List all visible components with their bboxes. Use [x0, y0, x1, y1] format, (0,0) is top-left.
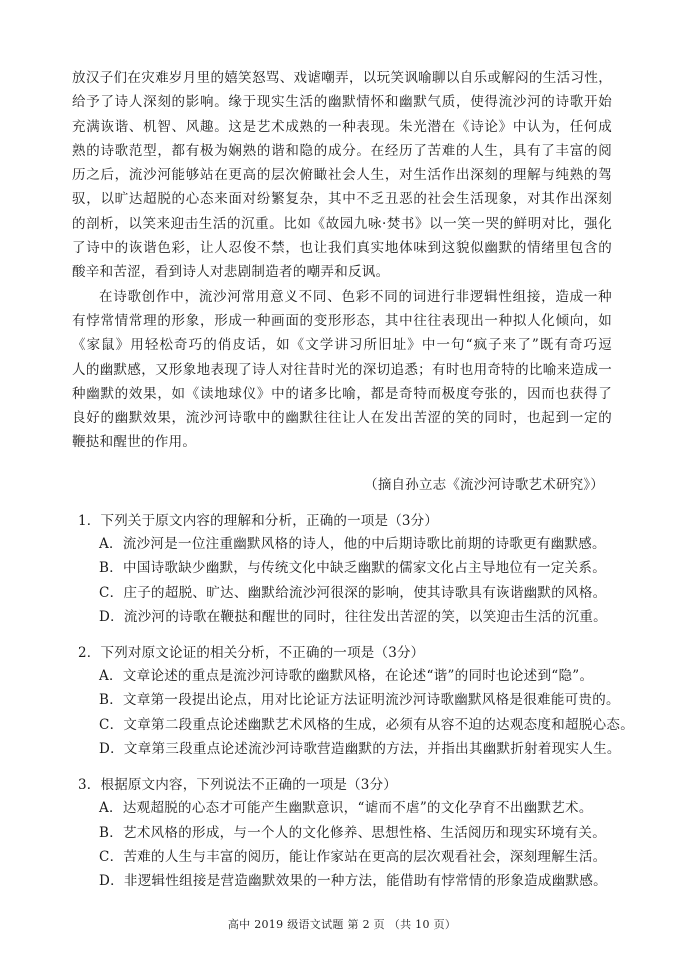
- question-stem: 3．根据原文内容，下列说法不正确的一项是（3分）: [78, 777, 397, 794]
- option-a: A．流沙河是一位注重幽默风格的诗人，他的中后期诗歌比前期的诗歌更有幽默感。: [99, 536, 606, 552]
- question-2: [78, 642, 635, 761]
- question-1: [78, 510, 618, 629]
- passage-line: 良好的幽默效果，流沙河诗歌中的幽默往往让人在发出苦涩的笑的同时，也起到一定的: [72, 410, 612, 427]
- option-c: C．文章第二段重点论述幽默艺术风格的生成，必须有从容不迫的达观态度和超脱心态。: [99, 716, 635, 733]
- passage-line: 充满诙谐、机智、风趣。这是艺术成熟的一种表现。朱光潜在《诗论》中认为，任何成: [72, 118, 612, 135]
- passage-line: 放汉子们在灾难岁月里的嬉笑怒骂、戏谑嘲弄，以玩笑讽喻聊以自乐或解闷的生活习性，: [72, 70, 612, 86]
- question-list: [78, 510, 635, 907]
- source-citation: （摘自孙立志《流沙河诗歌艺术研究》）: [364, 477, 604, 493]
- page-footer: 高中 2019 级语文试题 第 2 页 （共 10 页）: [227, 918, 457, 931]
- paragraph-2: [72, 285, 612, 455]
- option-c: C．苦难的人生与丰富的阅历，能让作家站在更高的层次观看社会，深刻理解生活。: [99, 848, 607, 865]
- question-3: [78, 774, 618, 893]
- passage-line: 驭，以旷达超脱的心态来面对纷繁复杂，其中不乏丑恶的社会生活现象，对其作出深刻: [72, 191, 612, 208]
- paragraph-1: [72, 66, 612, 285]
- passage-line: 熟的诗歌范型，都有极为娴熟的谐和隐的成分。在经历了苦难的人生，具有了丰富的阅: [72, 142, 612, 159]
- passage-line: 人的幽默感，又形象地表现了诗人对往昔时光的深切追悉；有时也用奇特的比喻来造成一: [72, 361, 612, 378]
- passage-line: 《家鼠》用轻松奇巧的俏皮话，如《文学讲习所旧址》中一句“疯子来了”既有奇巧逗: [72, 337, 612, 354]
- passage-line: 鞭挞和醒世的作用。: [72, 434, 197, 451]
- passage-line: 了诗中的诙谐色彩，让人忍俊不禁，也让我们真实地体味到这貌似幽默的情绪里包含的: [72, 240, 612, 257]
- question-stem: 1．下列关于原文内容的理解和分析，正确的一项是（3分）: [78, 513, 439, 529]
- option-b: B．中国诗歌缺少幽默，与传统文化中缺乏幽默的儒家文化占主导地位有一定关系。: [99, 560, 607, 577]
- option-c: C．庄子的超脱、旷达、幽默给流沙河很深的影响，使其诗歌具有诙谐幽默的风格。: [99, 584, 607, 601]
- option-d: D．文章第三段重点论述流沙河诗歌营造幽默的方法，并指出其幽默折射着现实人生。: [99, 741, 621, 758]
- passage-line: 酸辛和苦涩，看到诗人对悲剧制造者的嘲弄和反讽。: [72, 264, 390, 281]
- passage-line: 有悖常情常理的形象，形成一种画面的变形形态，其中往往表现出一种拟人化倾向，如: [72, 312, 612, 329]
- option-b: B．文章第一段提出论点，用对比论证方法证明流沙河诗歌幽默风格是很难能可贵的。: [99, 692, 620, 709]
- option-d: D．非逻辑性组接是营造幽默效果的一种方法，能借助有悖常情的形象造成幽默感。: [99, 873, 607, 890]
- reading-passage: [72, 66, 612, 455]
- passage-line: 种幽默的效果，如《读地球仪》中的诸多比喻，都是奇特而极度夸张的，因而也获得了: [72, 385, 612, 402]
- passage-line: 的剖析，以笑来迎击生活的沉重。比如《故园九咏·焚书》以一笑一哭的鲜明对比，强化: [72, 215, 612, 232]
- question-stem: 2．下列对原文论证的相关分析，不正确的一项是（3分）: [78, 645, 425, 662]
- passage-line: 在诗歌创作中，流沙河常用意义不同、色彩不同的词进行非逻辑性组接，造成一种: [99, 288, 612, 305]
- option-d: D．流沙河的诗歌在鞭挞和醒世的同时，往往发出苦涩的笑，以笑迎击生活的沉重。: [99, 608, 607, 625]
- passage-line: 给予了诗人深刻的影响。缘于现实生活的幽默情怀和幽默气质，使得流沙河的诗歌开始: [72, 94, 612, 111]
- option-b: B．艺术风格的形成，与一个人的文化修养、思想性格、生活阅历和现实环境有关。: [99, 824, 607, 841]
- passage-line: 历之后，流沙河能够站在更高的层次俯瞰社会人生，对生活作出深刻的理解与纯熟的驾: [72, 167, 612, 184]
- option-a: A．文章论述的重点是流沙河诗歌的幽默风格，在论述“谐”的同时也论述到“隐”。: [99, 668, 594, 685]
- option-a: A．达观超脱的心态才可能产生幽默意识，“谑而不虐”的文化孕育不出幽默艺术。: [99, 800, 593, 817]
